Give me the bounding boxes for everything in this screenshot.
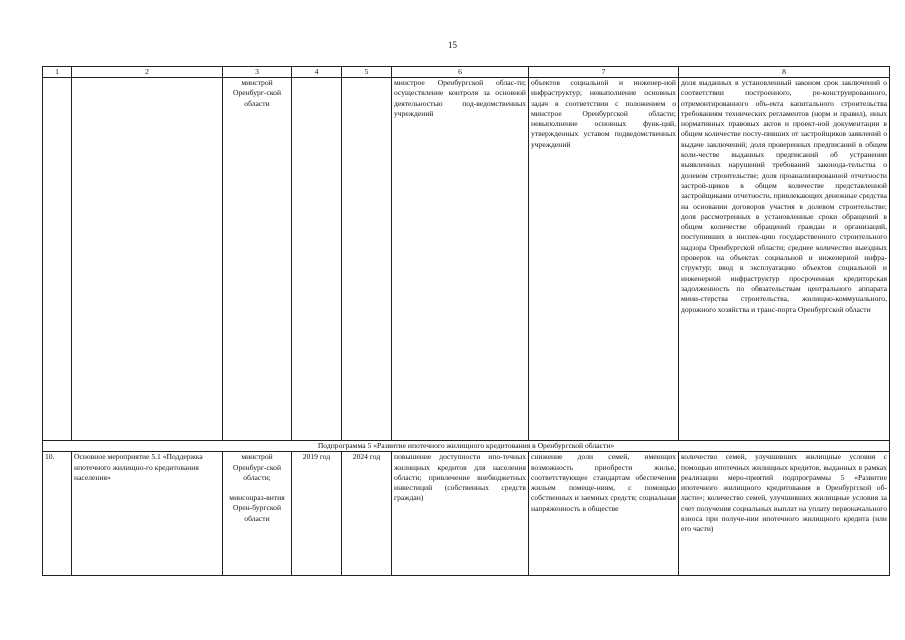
- col-header-5: 5: [342, 67, 392, 78]
- cell-consequences: снижение доли семей, имеющих возможность приобрести жилье, соответствующее стандартам обеспечения жильем помеще-ниям, с помощью собственных и заемных средств; социальная напряженность в обществе: [529, 452, 679, 576]
- cell-result: повышение доступности ипо-течных жилищных кредитов для населения области; привлечение внебюджетных инвестиций (собственных средств граждан): [392, 452, 529, 576]
- cell-indicators: доля выданных в установленный законом срок заключений о соответствии построенного, ре-конструированного, отремонтированного объ-екта капитального строительства требованиям технических регламентов (норм и правил), иных нормативных правовых актов и проект-ной документации в общем количестве посту-пивших от застройщиков заявлений о выдаче заключений; доля проверенных предписаний в общем коли-честве выданных предписаний об устранении выявленных нарушений требований законода-тельства о долевом строительстве; доля проанализированной отчетности застрой-щиков в общем количестве представленной застройщиками отчетности, привлекающих денежные средства на основании договоров участия в долевом строительстве; доля рассмотренных в установленные сроки обращений в общем количестве обращений граждан и организаций, поступивших в инспек-цию государственного строительного надзора Оренбургской области; среднее количество выездных проверок на объектах социальной и инженерной инфра-структур; ввод в эксплуатацию объектов социальной и инженерной инфраструктур просроченная кредиторская задолженность по обязательствам центрального аппарата мини-стерства строительства, жилищно-коммунального, дорожного хозяйства и транс-порта Оренбургской области: [679, 78, 890, 441]
- executor-1: минстрой Оренбург-ской области;: [232, 452, 282, 482]
- table-row: [43, 78, 890, 441]
- page-number: 15: [448, 40, 457, 50]
- cell-executor: [223, 452, 292, 576]
- cell-consequences: объектов социальной и инженер-ной инфраструктур; невыполнение основных задач в соответствии с положением о минстрое Оренбургской области; невыполнение основных функ-ций, утвержденных уставом подведомственных учреждений: [529, 78, 679, 441]
- cell-end: 2024 год: [342, 452, 392, 576]
- col-header-7: 7: [529, 67, 679, 78]
- subprogram-row: [43, 441, 890, 452]
- cell-num: 10.: [43, 452, 72, 576]
- col-header-2: 2: [72, 67, 223, 78]
- col-header-4: 4: [292, 67, 342, 78]
- col-header-6: 6: [392, 67, 529, 78]
- cell-indicators: количество семей, улучшивших жилищные условия с помощью ипотечных жилищных кредитов, выданных в рамках реализации меро-приятий подпрограммы 5 «Развитие ипотечного жилищного кредитования в Оренбургской об-ласти»; количество семей, улучшивших жилищные условия за счет получения социальных выплат на уплату первоначального взноса при получе-нии ипотечного жилищного кредита (или его части): [679, 452, 890, 576]
- cell-end: [342, 78, 392, 441]
- header-row: [43, 67, 890, 78]
- cell-result: минстрое Оренбургской облас-ти; осуществление контроля за основной деятельностью под-ведомственных учреждений: [392, 78, 529, 441]
- cell-name: Основное мероприятие 5.1 «Поддержка ипотечного жилищно-го кредитования населения»: [72, 452, 223, 576]
- executor-2: минсоцраз-вития Орен-бургской области: [229, 493, 285, 523]
- cell-name: [72, 78, 223, 441]
- cell-executor: минстрой Оренбург-ской области: [223, 78, 292, 441]
- col-header-8: 8: [679, 67, 890, 78]
- cell-start: 2019 год: [292, 452, 342, 576]
- col-header-3: 3: [223, 67, 292, 78]
- subprogram-title: Подпрограмма 5 «Развитие ипотечного жилищного кредитования в Оренбургской области»: [43, 441, 890, 452]
- cell-start: [292, 78, 342, 441]
- col-header-1: 1: [43, 67, 72, 78]
- cell-num: [43, 78, 72, 441]
- table-row: [43, 452, 890, 576]
- program-table: [42, 66, 890, 576]
